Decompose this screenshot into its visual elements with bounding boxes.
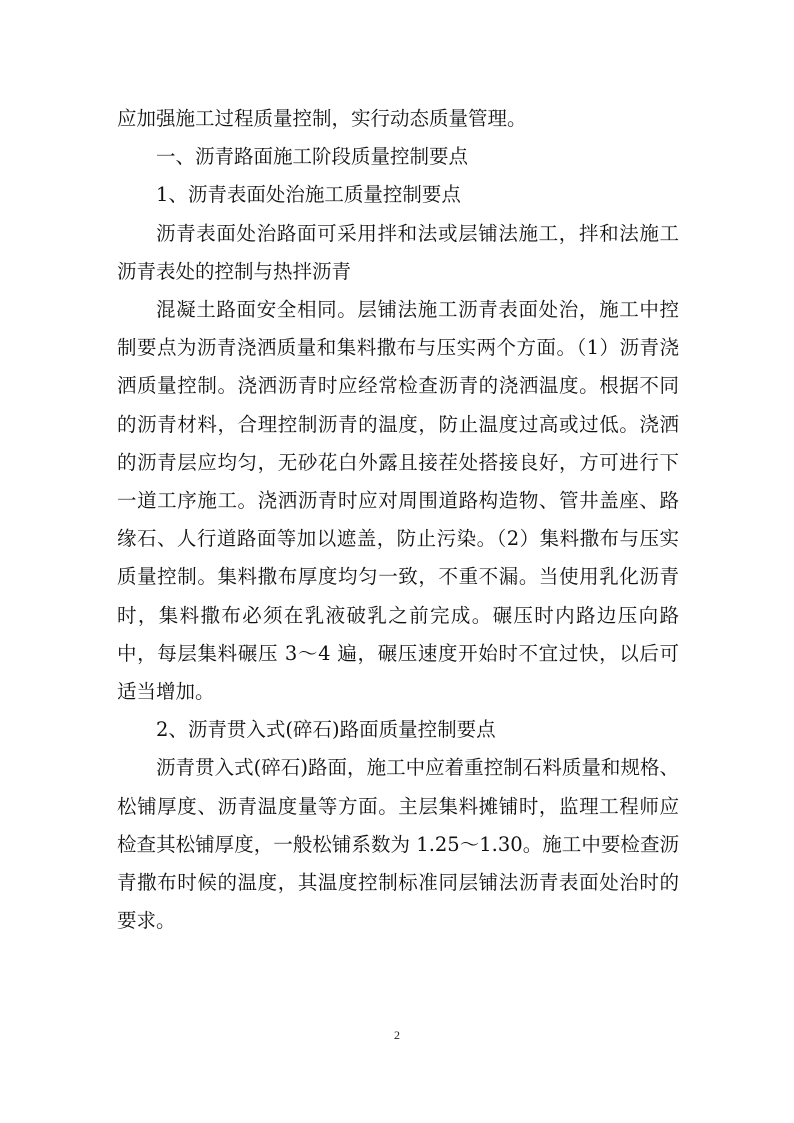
paragraph-penetration-macadam: 沥青贯入式(碎石)路面，施工中应着重控制石料质量和规格、松铺厚度、沥青温度量等方面。主层集料摊铺时，监理工程师应检查其松铺厚度，一般松铺系数为 1.25～1.30。施工中要检查沥青撒布时候的温度，其温度控制标准同层铺法沥青表面处治时的要求。	[117, 756, 679, 933]
paragraph-surface-treatment-control: 混凝土路面安全相同。层铺法施工沥青表面处治，施工中控制要点为沥青浇洒质量和集料撒布与压实两个方面。（1）沥青浇洒质量控制。浇洒沥青时应经常检查沥青的浇洒温度。根据不同的沥青材料，合理控制沥青的温度，防止温度过高或过低。浇洒的沥青层应均匀，无砂花白外露且接茬处搭接良好，方可进行下一道工序施工。浇洒沥青时应对周围道路构造物、管井盖座、路缘石、人行道路面等加以遮盖，防止污染。（2）集料撒布与压实质量控制。集料撒布厚度均匀一致，不重不漏。当使用乳化沥青时，集料撒布必须在乳液破乳之前完成。碾压时内路边压向路中，每层集料碾压 3～4 遍，碾压速度开始时不宜过快，以后可适当增加。	[117, 298, 679, 704]
subsection-heading-1: 1、沥青表面处治施工质量控制要点	[156, 183, 461, 207]
paragraph-surface-treatment-intro: 沥青表面处治路面可采用拌和法或层铺法施工，拌和法施工沥青表处的控制与热拌沥青	[117, 221, 679, 283]
section-heading: 一、沥青路面施工阶段质量控制要点	[156, 145, 469, 169]
page-number: 2	[394, 1028, 400, 1042]
document-body	[117, 100, 679, 940]
subsection-heading-2: 2、沥青贯入式(碎石)路面质量控制要点	[156, 718, 496, 742]
paragraph-continuation: 应加强施工过程质量控制，实行动态质量管理。	[117, 107, 527, 130]
